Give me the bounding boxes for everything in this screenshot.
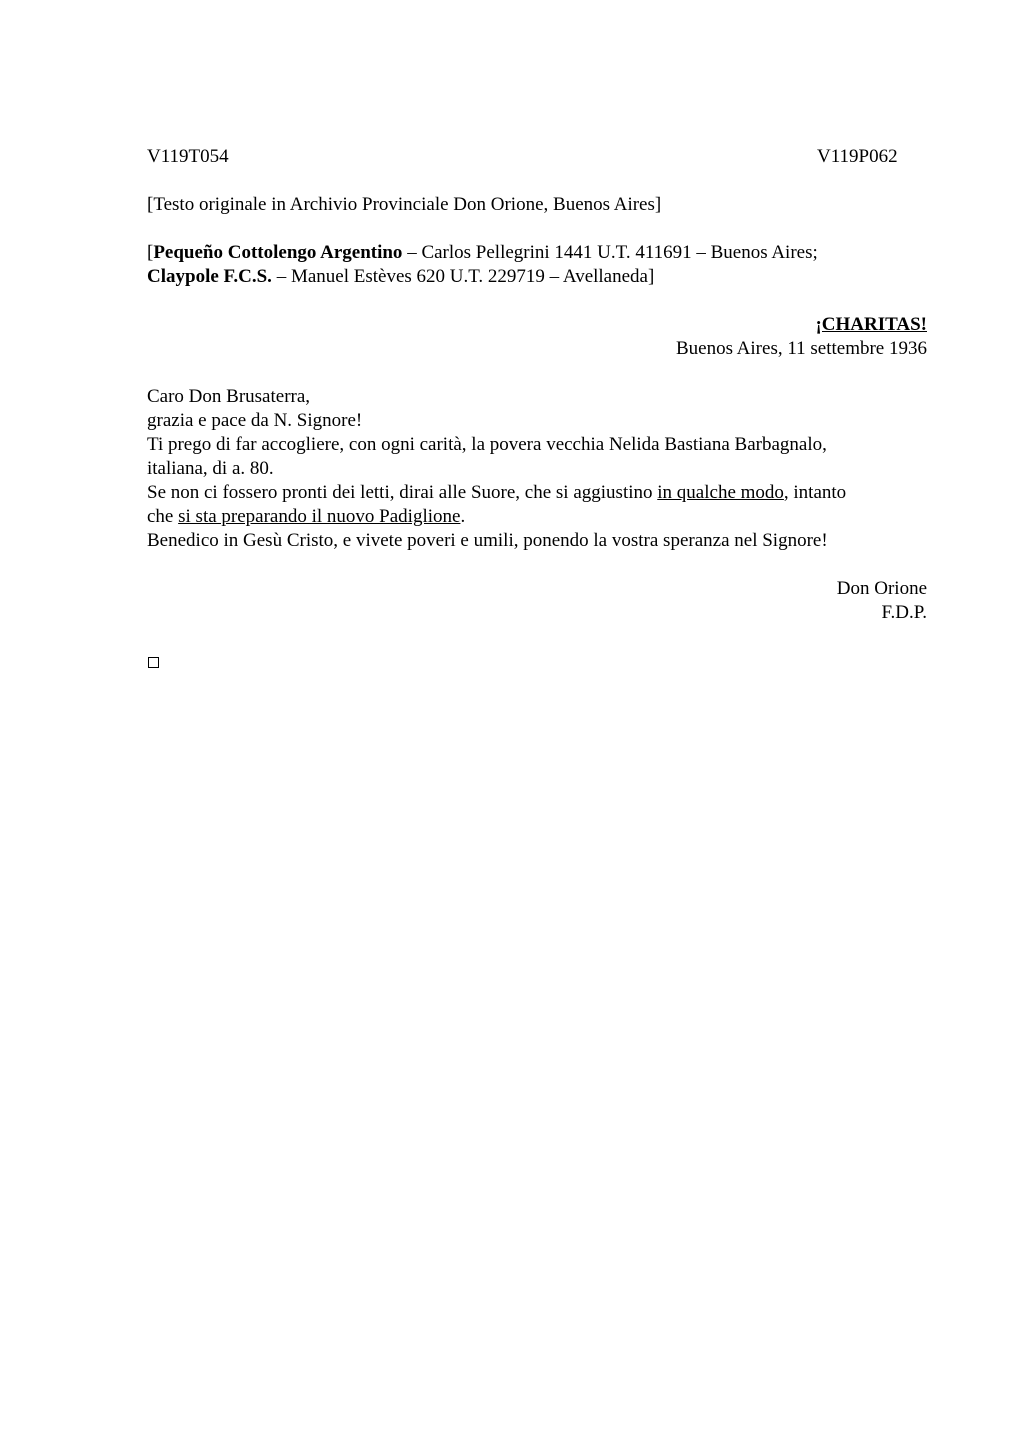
paragraph-2-text-after: , intanto [783,482,847,503]
letterhead-org2-name: Claypole F.C.S. [147,266,272,287]
letterhead-bracket: [ [147,242,154,263]
letter-page [147,145,927,625]
paragraph-2-line-2-start: che [147,506,179,527]
document-id-left: V119T054 [147,146,229,167]
source-note: [Testo originale in Archivio Provinciale Don Orione, Buenos Aires] [147,194,662,215]
paragraph-2-line-2 [147,505,927,529]
underlined-phrase-1: in qualche modo [657,482,784,503]
underlined-phrase-2: si sta preparando il nuovo Padiglione [178,506,461,527]
paragraph-3: Benedico in Gesù Cristo, e vivete poveri e umili, ponendo la vostra speranza nel Signore! [147,530,828,551]
letterhead-org2-address: – Manuel Estèves 620 U.T. 229719 – Avellaneda] [271,266,655,287]
letterhead-org1-name: Pequeño Cottolengo Argentino [153,242,403,263]
checkbox-square-icon [148,657,159,668]
motto: ¡CHARITAS! [815,314,927,335]
place-date: Buenos Aires, 11 settembre 1936 [675,338,927,359]
letterhead [147,241,927,289]
signature-title: F.D.P. [881,602,927,623]
paragraph-2-text: Se non ci fossero pronti dei letti, dirai alle Suore, che si aggiustino [147,482,658,503]
document-id-right: V119P062 [817,146,898,167]
paragraph-2-line-1 [147,481,927,505]
letterhead-org1-address: – Carlos Pellegrini 1441 U.T. 411691 – Buenos Aires; [402,242,818,263]
greeting: grazia e pace da N. Signore! [147,410,363,431]
document-ids [147,145,927,169]
signature-name: Don Orione [836,578,927,599]
salutation: Caro Don Brusaterra, [147,386,311,407]
paragraph-1-line-2: italiana, di a. 80. [147,458,274,479]
paragraph-1-line-1: Ti prego di far accogliere, con ogni carità, la povera vecchia Nelida Bastiana Barbagnalo, [147,434,827,455]
letter-body [147,385,927,553]
paragraph-2-end: . [460,506,466,527]
signature [147,577,927,625]
